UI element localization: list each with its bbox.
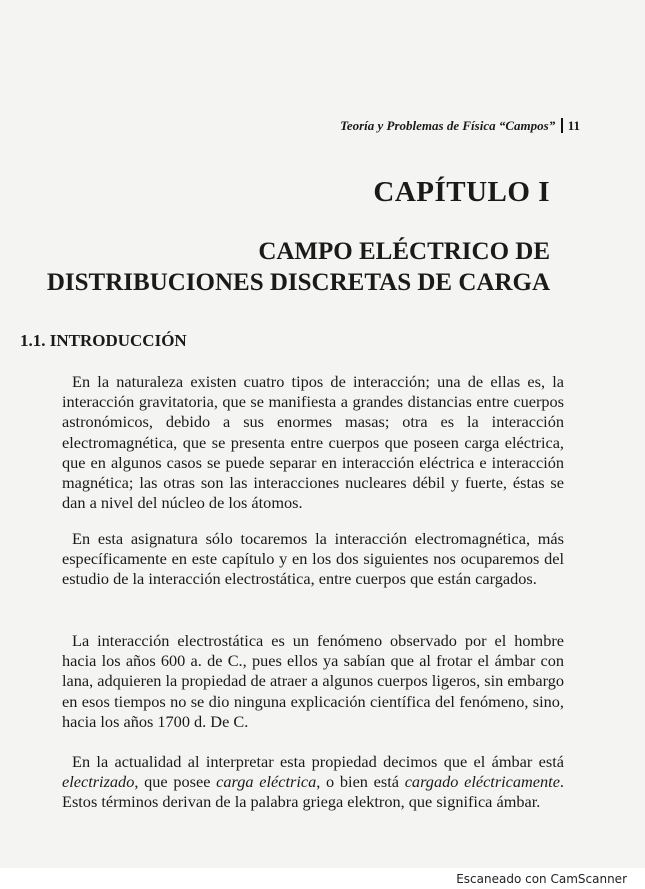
section-heading: 1.1. INTRODUCCIÓN [20, 331, 187, 350]
paragraph-4 [62, 752, 564, 813]
chapter-title [0, 236, 550, 298]
paragraph-3-text: La interacción electrostática es un fenómeno observado por el hombre hacia los años 600 a. de C., pues ellos ya sabían que al frotar el ámbar con lana, adquieren la propiedad de atraer a algunos cuerpos ligeros, sin embargo en esos tiempos no se dio ninguna explicación científica del fenómeno, sino, hacia los años 1700 d. De C. [62, 631, 564, 731]
paragraph-1 [62, 372, 564, 513]
paragraph-1-text: En la naturaleza existen cuatro tipos de interacción; una de ellas es, la interacción gravitatoria, que se manifiesta a grandes distancias entre cuerpos astronómicos, debido a sus enormes masas; otra es la interacción electromagnética, que se presenta entre cuerpos que poseen carga eléctrica, que en algunos casos se puede separar en interacción eléctrica e interacción magnética; las otras son las interacciones nucleares débil y fuerte, éstas se dan a nivel del núcleo de los átomos. [62, 372, 564, 513]
term-electrizado: electrizado [62, 772, 135, 792]
paragraph-4-text [62, 752, 564, 813]
camscanner-watermark: Escaneado con CamScanner [456, 872, 627, 886]
header-separator [561, 118, 563, 133]
p4-segment-c: , o bien está [316, 772, 405, 792]
page-number: 11 [567, 118, 580, 133]
chapter-label: CAPÍTULO I [373, 176, 550, 208]
p4-segment-d: . Estos términos derivan de la palabra griega elektron, que significa ámbar. [62, 772, 564, 812]
term-cargado-electricamente: cargado eléctricamente [404, 772, 560, 792]
paragraph-3 [62, 631, 564, 732]
paragraph-2-text: En esta asignatura sólo tocaremos la interacción electromagnética, más específicamente en este capítulo y en los dos siguientes nos ocuparemos del estudio de la interacción electrostática, entre cuerpos que están cargados. [62, 529, 564, 589]
chapter-title-line2: DISTRIBUCIONES DISCRETAS DE CARGA [46, 269, 550, 296]
p4-segment-a: En la actualidad al interpretar esta propiedad decimos que el ámbar está [72, 752, 564, 771]
p4-segment-b: , que posee [134, 772, 217, 792]
term-carga-electrica: carga eléctrica [216, 772, 317, 792]
running-header [300, 118, 580, 134]
chapter-title-line1: CAMPO ELÉCTRICO DE [258, 238, 550, 265]
running-title: Teoría y Problemas de Física “Campos” [340, 118, 556, 133]
paragraph-2 [62, 529, 564, 590]
